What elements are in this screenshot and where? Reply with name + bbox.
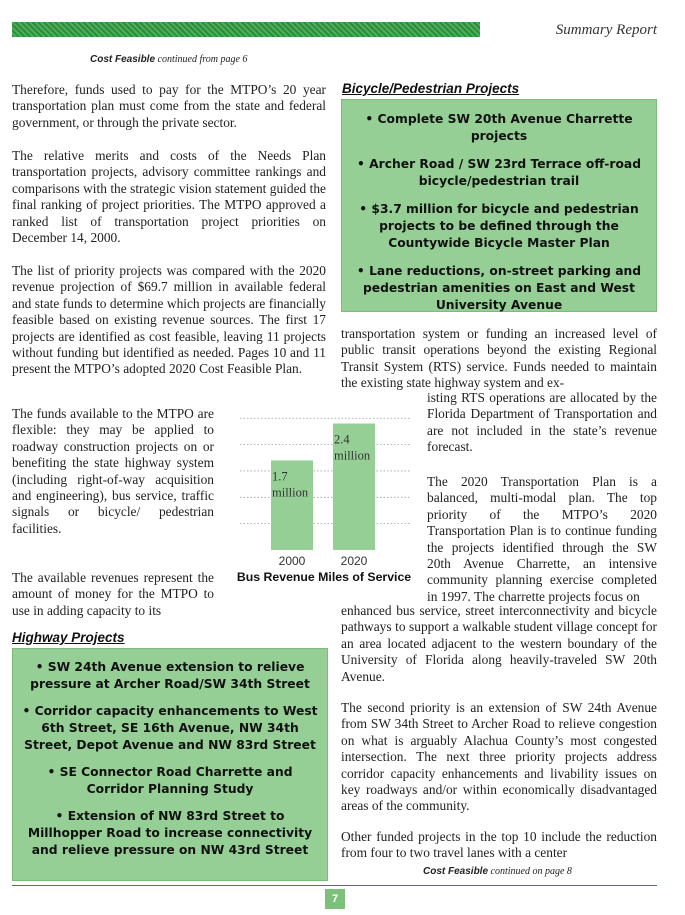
chart-data-label: 1.7 million [272,469,309,500]
continued-on-note [423,866,572,877]
paragraph-charrette: enhanced bus service, street interconnectivity and bicycle pathways to support a walkable student village concept for an area located adjacent to the western boundary of the University of Florida along heavily-traveled SW 20th Avenue. [341,603,657,684]
continued-on-text: continued on page 8 [488,866,572,877]
bike-project-item: • Lane reductions, on-street parking and pedestrian amenities on East and West University Avenue [356,264,642,312]
highway-project-item: • SW 24th Avenue extension to relieve pressure at Archer Road/SW 34th Street [30,660,310,691]
bike-project-item: • Complete SW 20th Avenue Charrette projects [365,112,633,143]
paragraph-flexible-funds: The funds available to the MTPO are flexible: they may be applied to roadway construction projects on or benefiting the state highway system (including right-of-way acquisition and engineering), bus service, traffic signals or bicycle/ pedestrian facilities. [12,406,214,536]
paragraph-merits: The relative merits and costs of the Needs Plan transportation projects, advisory committee rankings and comparisons with the strategic vision statement guided the final ranking of project priorities. The MTPO approved a ranked list of transportation project priorities on December 14, 2000. [12,148,326,246]
chart-data-label: 2.4 million [334,432,371,463]
bus-revenue-chart [228,405,420,588]
bike-section-heading: Bicycle/Pedestrian Projects [342,81,520,96]
paragraph-priority-list: The list of priority projects was compared with the 2020 revenue projection of $69.7 million in available federal and state funds to determine which projects are financially feasible based on existing revenue sources. The first 17 projects are identified as cost feasible, leaving 11 projects without funding but identified as needed. Pages 10 and 11 present the MTPO’s adopted 2020 Cost Feasible Plan. [12,263,326,377]
page-number: 7 [325,889,345,909]
chart-svg [228,405,420,588]
bike-projects-box [341,99,657,312]
footer-rule [12,885,657,886]
paragraph-available-revenues: The available revenues represent the amount of money for the MTPO to use in adding capacity to its [12,570,214,618]
paragraph-other-projects: Other funded projects in the top 10 include the reduction from four to two travel lanes with a center [341,829,657,861]
highway-projects-box [12,648,328,881]
continued-from-text: continued from page 6 [155,54,248,65]
paragraph-balanced-plan: The 2020 Transportation Plan is a balanced, multi-modal plan. The top priority of the MTPO’s 2020 Transportation Plan is to continue funding the projects identified through the SW 20th Avenue Charrette, an intensive community planning exercise completed in 1997. The charrette projects focus on [427,474,657,604]
paragraph-transit-cont: isting RTS operations are allocated by the Florida Department of Transportation and are not included in the state’s revenue forecast. [427,390,657,455]
highway-project-item: • Corridor capacity enhancements to West 6th Street, SE 16th Avenue, NW 34th Street, Depot Avenue and NW 83rd Street [22,704,318,752]
paragraph-second-priority: The second priority is an extension of SW 24th Avenue from SW 34th Street to Archer Road to relieve congestion on what is arguably Alachua County’s most congested intersection. The next three priority projects address corridor capacity enhancements and livability issues on key roadways and/or within economically disadvantaged areas of the community. [341,700,657,814]
highway-project-item: • Extension of NW 83rd Street to Millhopper Road to increase connectivity and relieve pressure on NW 43rd Street [27,809,313,857]
chart-tick-label: 2020 [340,554,368,568]
paragraph-funding-sources: Therefore, funds used to pay for the MTPO’s 20 year transportation plan must come from the state and federal government, or through the private sector. [12,82,326,130]
highway-section-heading: Highway Projects [12,630,125,645]
continued-on-keyword: Cost Feasible [423,866,489,877]
bike-project-item: • $3.7 million for bicycle and pedestrian projects to be defined through the Countywide Bicycle Master Plan [359,202,639,250]
header-bar [12,22,480,37]
report-title: Summary Report [555,22,657,38]
continued-from-keyword: Cost Feasible [90,54,156,65]
chart-tick-label: 2000 [278,554,306,568]
paragraph-transit: transportation system or funding an increased level of public transit operations beyond the existing Regional Transit System (RTS) service. Funds needed to maintain the existing state highway system and ex- [341,326,657,391]
chart-title: Bus Revenue Miles of Service [236,570,412,584]
highway-project-item: • SE Connector Road Charrette and Corridor Planning Study [47,765,293,796]
bike-project-item: • Archer Road / SW 23rd Terrace off-road bicycle/pedestrian trail [356,157,642,188]
continued-from-note [90,54,247,65]
